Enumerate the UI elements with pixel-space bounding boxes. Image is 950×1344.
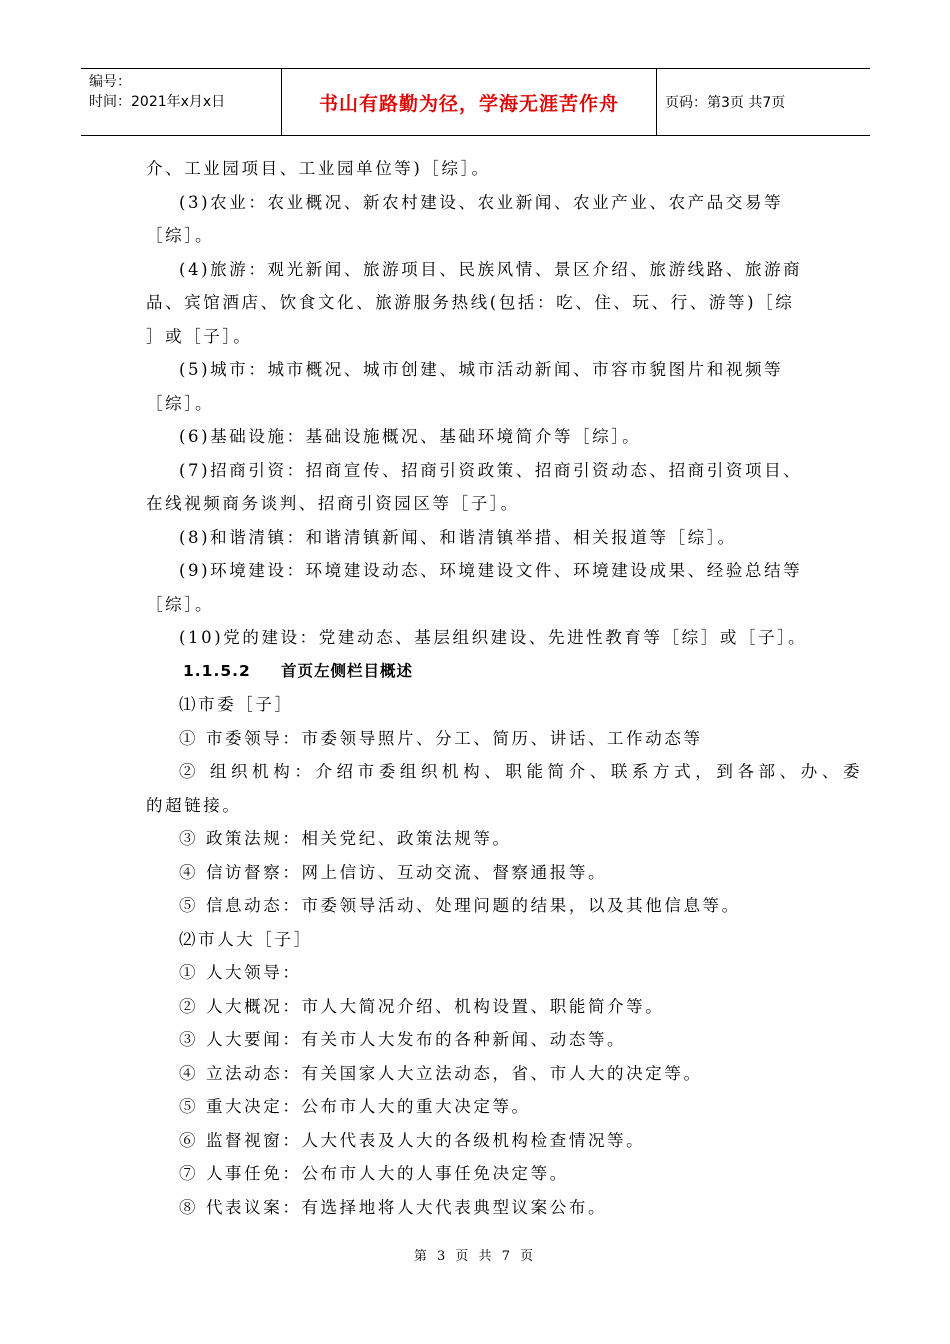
list-item: ⑧ 代表议案：有选择地将人大代表典型议案公布。: [179, 1197, 608, 1217]
list-item: ⑤ 信息动态：市委领导活动、处理问题的结果，以及其他信息等。: [179, 896, 741, 915]
list-item: ③ 政策法规：相关党纪、政策法规等。: [179, 829, 512, 848]
body-line: 品、宾馆酒店、饮食文化、旅游服务热线(包括：吃、住、玩、行、游等)［综: [146, 293, 795, 312]
subsection-title: ⑵市人大［子］: [179, 929, 313, 949]
body-line: (9)环境建设：环境建设动态、环境建设文件、环境建设成果、经验总结等: [179, 561, 803, 580]
list-item: ⑥ 监督视窗：人大代表及人大的各级机构检查情况等。: [179, 1130, 646, 1150]
subsection-title: ⑴市委［子］: [179, 695, 294, 714]
header-meta: [81, 69, 282, 135]
body-line: (10)党的建设：党建动态、基层组织建设、先进性教育等［综］或［子］。: [179, 628, 808, 647]
body-line: (4)旅游：观光新闻、旅游项目、民族风情、景区介绍、旅游线路、旅游商: [179, 259, 803, 279]
body-line: (7)招商引资：招商宣传、招商引资政策、招商引资动态、招商引资项目、: [179, 460, 803, 480]
body-line: 介、工业园项目、工业园单位等)［综］。: [146, 159, 491, 178]
body-line: (3)农业：农业概况、新农村建设、农业新闻、农业产业、农产品交易等: [179, 192, 784, 212]
section-title: 首页左侧栏目概述: [281, 661, 414, 680]
section-number: 1.1.5.2: [183, 661, 251, 680]
header-page-code-cell: [657, 69, 870, 135]
doc-number: 编号：: [89, 74, 131, 90]
doc-date: 时间：2021年x月x日: [89, 94, 226, 110]
page-footer: 第 3 页 共 7 页: [413, 1249, 537, 1264]
list-item: ③ 人大要闻：有关市人大发布的各种新闻、动态等。: [179, 1030, 627, 1049]
list-item: ④ 信访督察：网上信访、互动交流、督察通报等。: [179, 862, 608, 882]
page-header: [81, 68, 870, 136]
body-line: 在线视频商务谈判、招商引资园区等［子］。: [146, 494, 520, 513]
header-motto-cell: [282, 69, 657, 135]
body-line: ［综］。: [146, 393, 215, 413]
list-item: ② 人大概况：市人大简况介绍、机构设置、职能简介等。: [179, 996, 665, 1016]
body-line: ］或［子］。: [146, 326, 253, 346]
body-line: (6)基础设施：基础设施概况、基础环境简介等［综］。: [179, 427, 642, 446]
body-line: ［综］。: [146, 594, 215, 614]
list-item: ④ 立法动态：有关国家人大立法动态，省、市人大的决定等。: [179, 1063, 703, 1083]
body-line: ［综］。: [146, 226, 215, 245]
header-page-code: 页码：第3页 共7页: [665, 95, 786, 111]
list-item: ⑤ 重大决定：公布市人大的重大决定等。: [179, 1097, 531, 1116]
list-item: ② 组织机构：介绍市委组织机构、职能简介、联系方式，到各部、办、委: [179, 762, 865, 781]
header-motto: 书山有路勤为径，学海无涯苦作舟: [318, 92, 619, 115]
list-item: ① 人大领导：: [179, 963, 302, 982]
list-item: ① 市委领导：市委领导照片、分工、简历、讲话、工作动态等: [179, 728, 703, 748]
body-line: (8)和谐清镇：和谐清镇新闻、和谐清镇举措、相关报道等［综］。: [179, 527, 737, 547]
body-line: (5)城市：城市概况、城市创建、城市活动新闻、市容市貌图片和视频等: [179, 360, 784, 379]
list-item-continuation: 的超链接。: [146, 795, 242, 815]
section-heading: [146, 655, 806, 689]
list-item: ⑦ 人事任免：公布市人大的人事任免决定等。: [179, 1164, 569, 1183]
document-body: [146, 152, 865, 1224]
